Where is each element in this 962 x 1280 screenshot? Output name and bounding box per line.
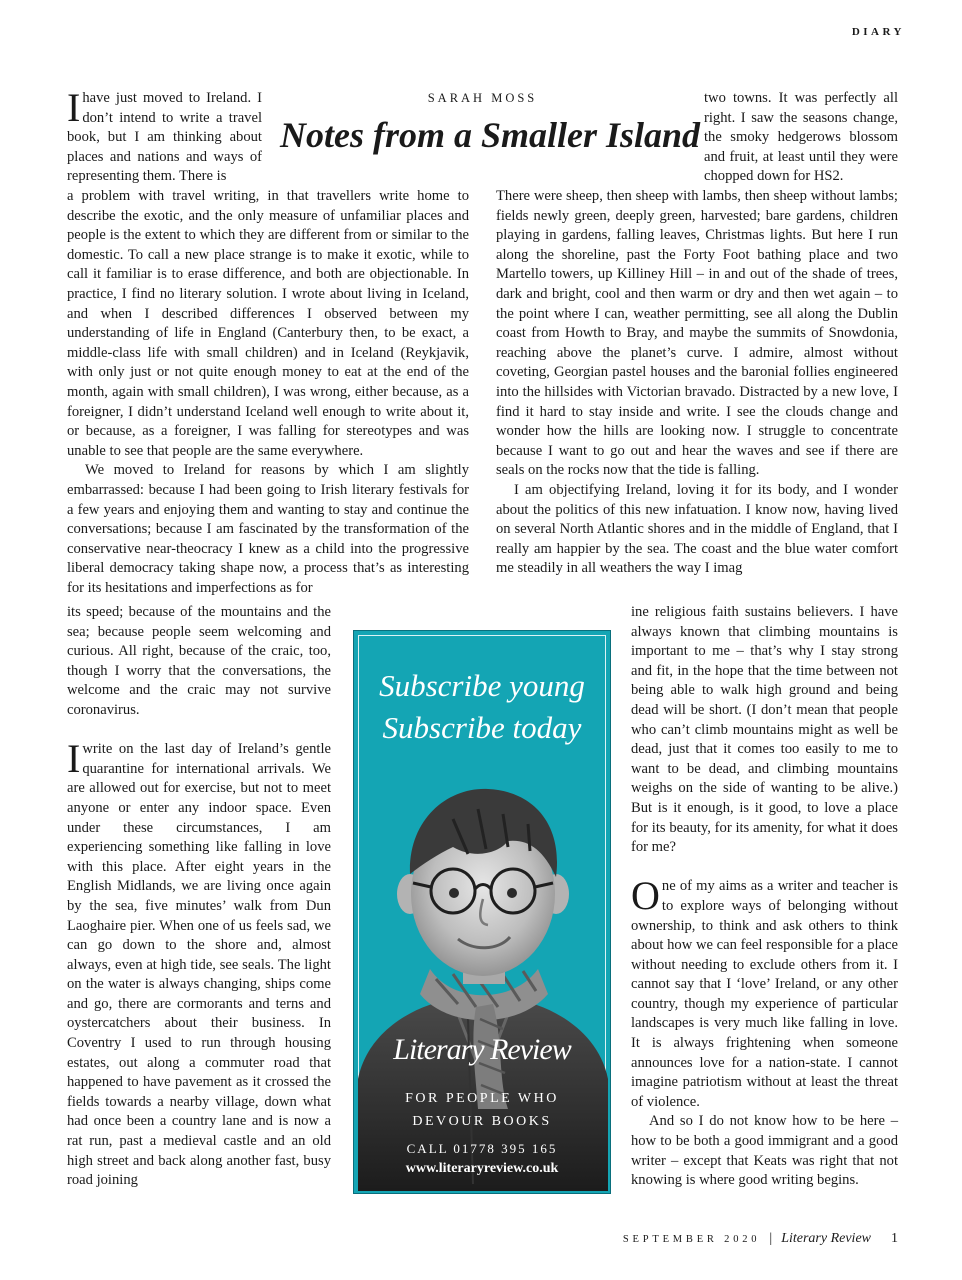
issue-date: SEPTEMBER 2020	[622, 1234, 761, 1245]
column-right-bottom	[631, 603, 898, 1191]
author-byline: SARAH MOSS	[427, 91, 538, 105]
advert-phone[interactable]: CALL 01778 395 165	[406, 1141, 558, 1156]
subscription-advert[interactable]	[353, 630, 611, 1194]
advert-headline-line: Subscribe today	[382, 710, 582, 745]
paragraph: And so I do not know how to be here – how to be both a good immigrant and a good writer – except that Keats was right that not knowing is where good writing begins.	[631, 1113, 898, 1189]
page-number: 1	[891, 1231, 898, 1246]
paragraph-text: ne of my aims as a writer and teacher is to explore ways of belonging without ownership, to think and ask others to think about how we can feel responsible for a place without needing to exclude others from it. I cannot say that I ‘love’ Ireland, or any other country, though my experience of particular landscapes is very much like falling in love. It is always frightening when someone announces love for a nation-state. I cannot imagine patriotism without at least the threat of violence.	[631, 878, 898, 1110]
advert-tagline-line: DEVOUR BOOKS	[412, 1114, 552, 1129]
paragraph-text: write on the last day of Ireland’s gentle quarantine for international arrivals. We are allowed out for exercise, but not to meet anyone or enter any indoor space. Even under these circumstances, I am experiencing something like falling in love with this place. After eight years in the English Midlands, we are living once again by the sea, five minutes’ walk from Dun Laoghaire pier. When one of us feels sad, we can go down to the shore and, almost always, even at high tide, see seals. The light on the water is always changing, ships come and go, there are cormorants and terns and oystercatchers about their business. In Coventry I used to run through housing estates, out along a commuter road that happened to have pavement as it crossed the fields towards a nearby village, down what had once been a country lane and is now a rat run, past a medieval castle and an old high street and back along another fast, busy road joining	[67, 741, 331, 1189]
drop-cap: I	[67, 85, 81, 130]
column-right-top	[704, 89, 898, 187]
paragraph: There were sheep, then sheep with lambs, then sheep without lambs; fields newly green, deeply green, harvested; bare gardens, children playing in gardens, falling leaves, Christmas lights. But here I run along the shoreline, past the Forty Foot bathing place and two Martello towers, up Killiney Hill – in and out of the shade of trees, dark and bright, cool and then warm or dry and then wet again – to the point where I can, weather permitting, see all along the Dublin coast from Howth to Bray, and maybe the summits of Snowdonia, reaching above the planet’s curve. I admire, almost without coveting, Georgian pastel houses and the baronial follies engineered into the hillsides with Victorian bravado. Distracted by a new love, I find it hard to stay inside and write. I see the clouds change and wonder how the hills are looking now. I struggle to concentrate because I want to go out and hear the waves and see if there are seals on the rocks now that the tide is falling.	[496, 188, 898, 479]
paragraph-text: have just moved to Ireland. I don’t intend to write a travel book, but I am thinking about places and nations and ways of representing them. There is	[67, 90, 262, 185]
advert-headline	[354, 665, 610, 749]
advert-url-link[interactable]: www.literaryreview.co.uk	[405, 1161, 559, 1176]
magazine-name: Literary Review	[781, 1231, 871, 1246]
advert-headline-line: Subscribe young	[379, 668, 585, 703]
section-label: DIARY	[851, 26, 905, 38]
paragraph: We moved to Ireland for reasons by which I am slightly embarrassed: because I had been going to Irish literary festivals for a few years and enjoying them and wanting to stay and continue the conversations; because I am fascinated by the transformation of the conservative near-theocracy I knew as a child into the progressive liberal democracy taking shape now, a process that’s as interesting for its hesitations and imperfections as for	[67, 462, 469, 596]
article-title: Notes from a Smaller Island	[280, 115, 701, 155]
advert-tagline	[354, 1087, 610, 1133]
drop-cap: I	[67, 736, 81, 782]
drop-cap: O	[631, 873, 660, 919]
page-footer	[623, 1231, 898, 1247]
paragraph: two towns. It was perfectly all right. I saw the seasons change, the smoky hedgerows blossom and fruit, at least until they were chopped down for HS2.	[704, 90, 898, 185]
paragraph: ine religious faith sustains believers. I have always known that climbing mountains is important to me – that’s why I stay strong and fit, in the hope that the time between not being able to walk high ground and being dead will be short. (I don’t mean that people who can’t climb mountains might as well be dead, just that it comes too easily to me to want to be dead, and climbing mountains weighs on the side of wanting to be alive.) But is it enough, is it good, to love a place for its beauty, for its amenity, for what it does for me?	[631, 604, 898, 856]
paragraph: I am objectifying Ireland, loving it for its body, and I wonder about the politics of this new infatuation. I know now, having lived on several North Atlantic shores and in the middle of England, that I really am happier by the sea. The coast and the blue water comfort me steadily in all weathers the way I imag	[496, 481, 898, 577]
paragraph: a problem with travel writing, in that travellers write home to describe the exotic, and the only measure of unfamiliar places and people is the extent to which they are different from or similar to the domestic. To call a new place strange is to make it exotic, while to call it familiar is to erase difference, and both are objectionable. In practice, I find no literary solution. I wrote about living in Iceland, and when I described differences I observed between my understanding of life in England (Canterbury then, to be exact, a middle-class life with small children) and in Iceland (Reykjavik, with only just or not quite enough money to eat at the end of the month, again with small children), I was wrong, either because, as a foreigner, I didn’t understand Iceland well enough to write about it, or because, as a foreigner, I was falling for stereotypes and was unable to see that people are the same everywhere.	[67, 188, 469, 459]
column-left-bottom	[67, 603, 331, 1191]
column-right-wide	[496, 187, 898, 579]
advert-tagline-line: FOR PEOPLE WHO	[405, 1091, 559, 1106]
paragraph: its speed; because of the mountains and the sea; because people seem welcoming and curious. All right, because of the craic, too, though I worry that the conversations, the welcome and the craic may not survive coronavirus.	[67, 604, 331, 718]
advert-brand-logo: Literary Review	[393, 1033, 571, 1066]
column-left-wide	[67, 187, 469, 598]
footer-separator: |	[769, 1231, 773, 1246]
column-left-top	[67, 85, 262, 187]
